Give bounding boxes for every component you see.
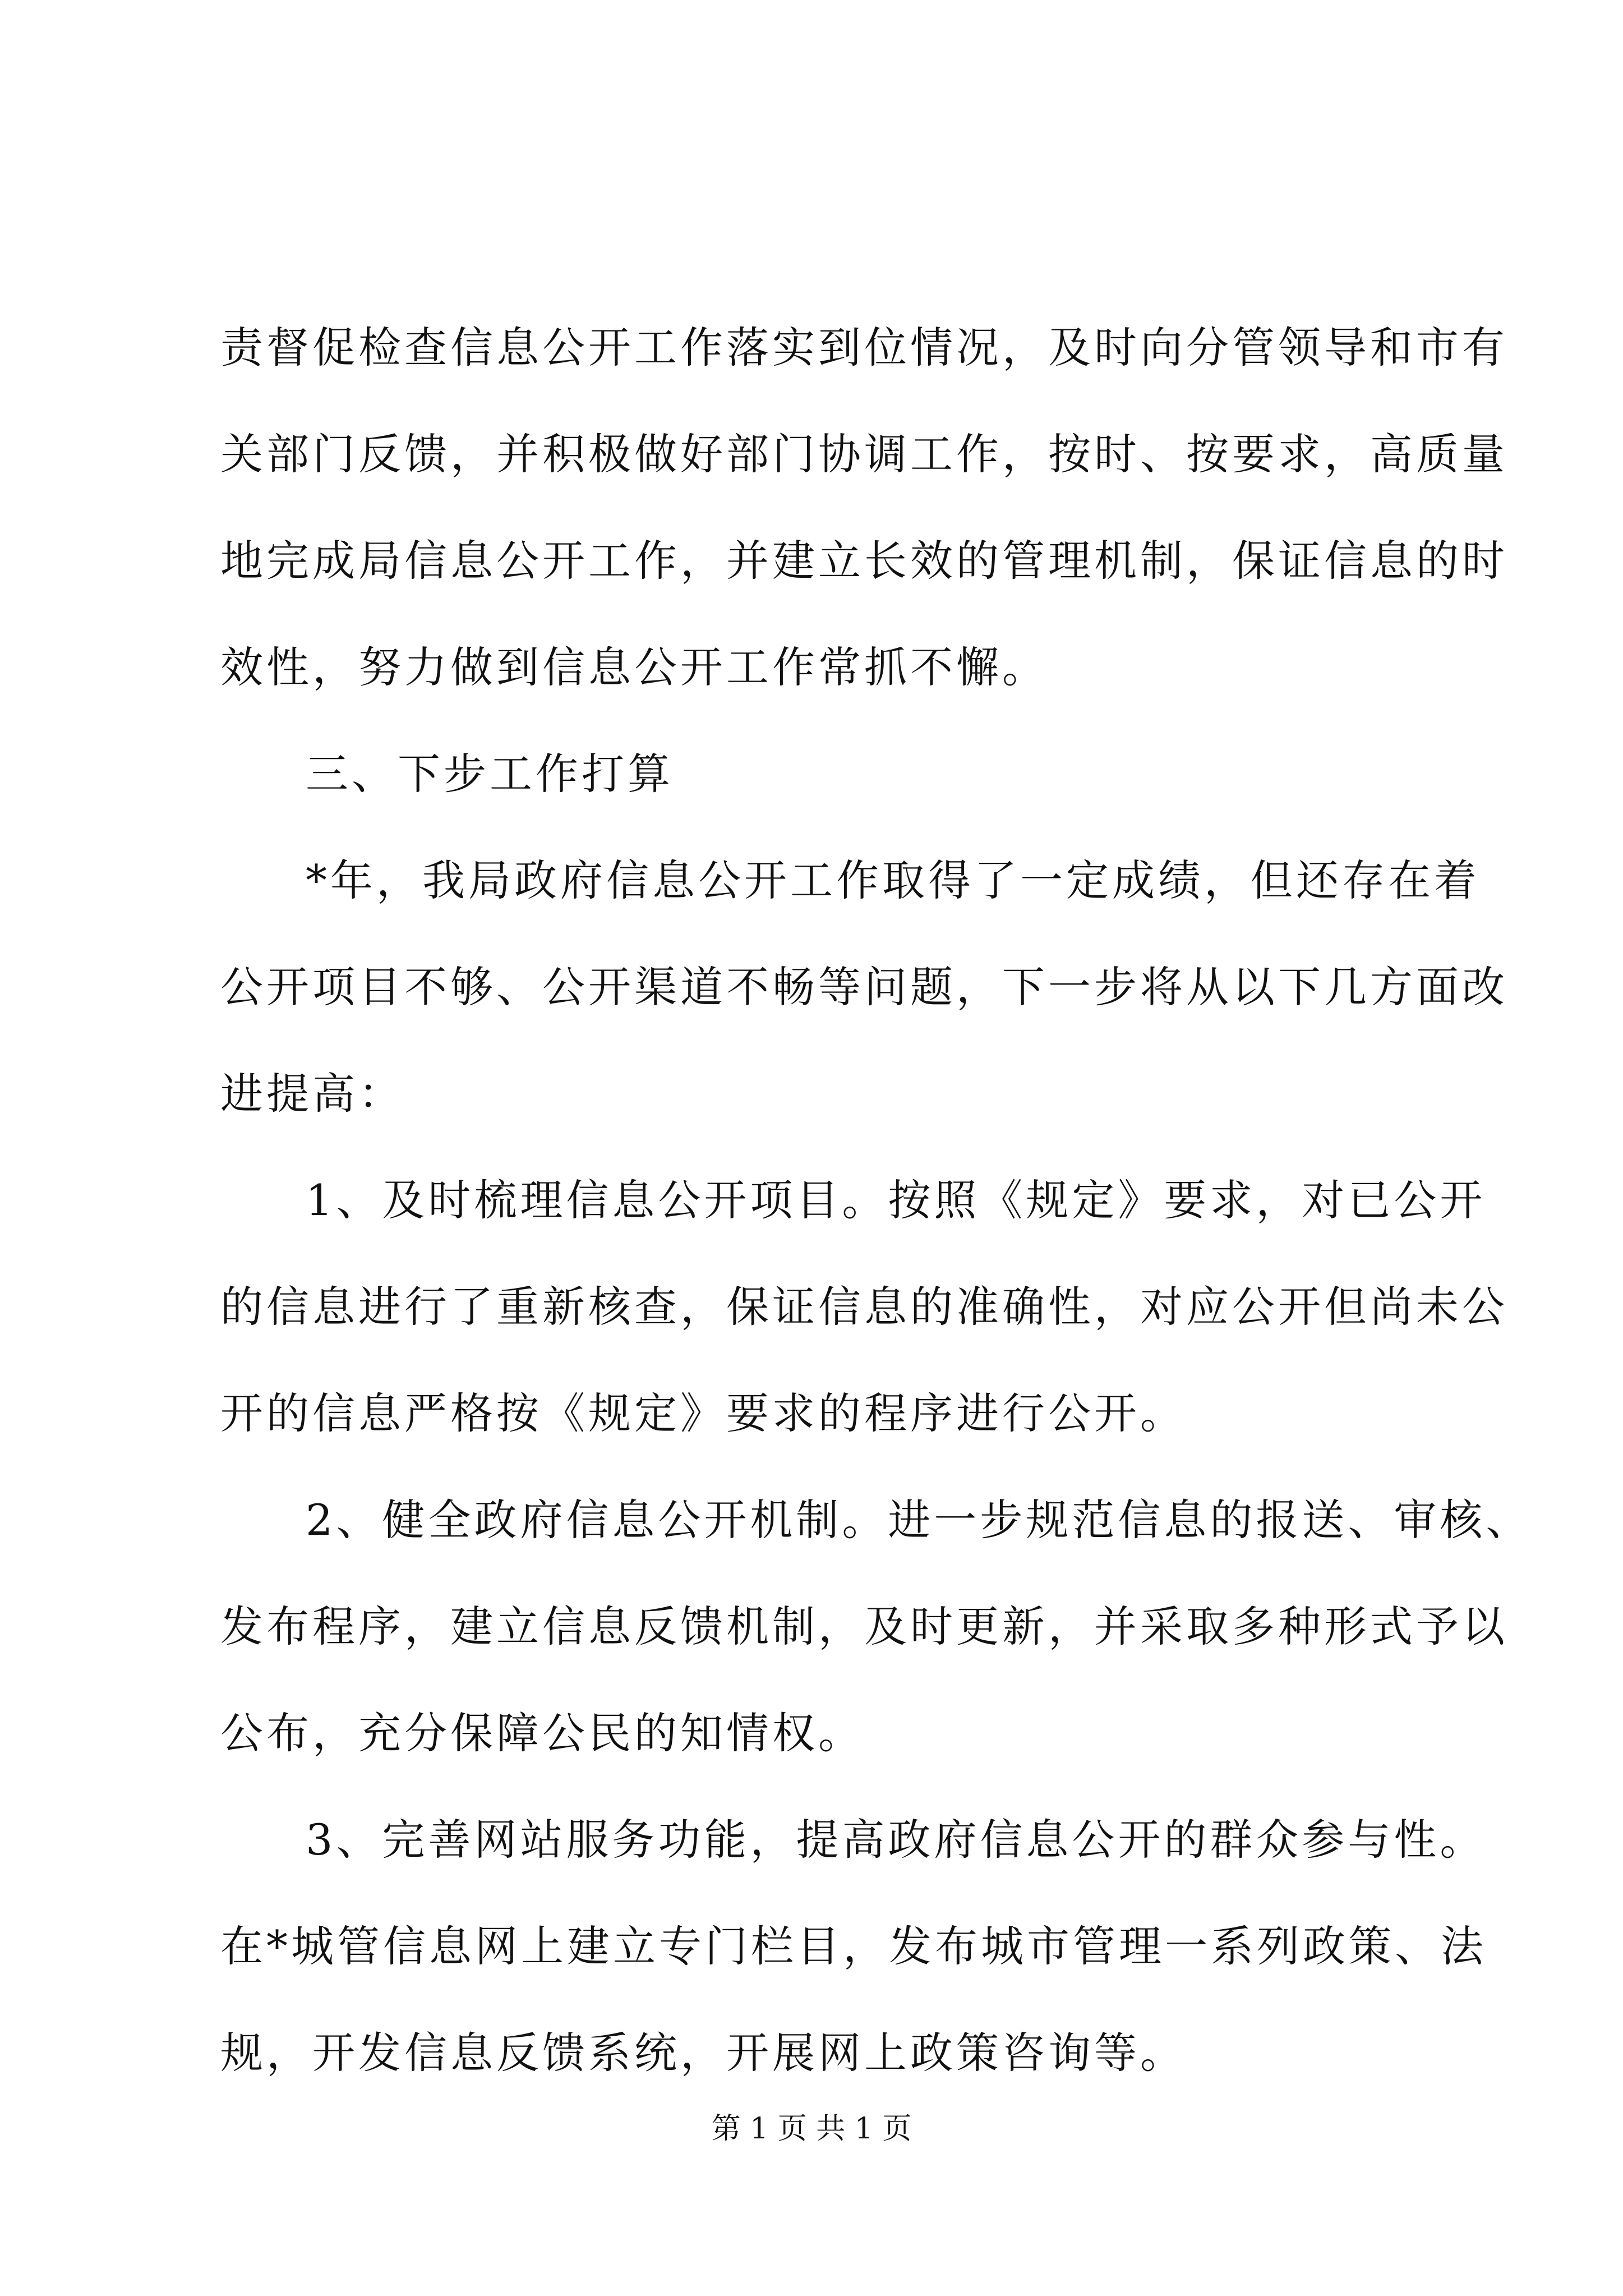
text-line-9: 1、及时梳理信息公开项目。按照《规定》要求，对已公开 xyxy=(306,1175,1486,1225)
text-line-13: 发布程序，建立信息反馈机制，及时更新，并采取多种形式予以 xyxy=(220,1602,1508,1651)
text-line-10: 的信息进行了重新核查，保证信息的准确性，对应公开但尚未公 xyxy=(220,1282,1508,1332)
text-line-11: 开的信息严格按《规定》要求的程序进行公开。 xyxy=(220,1388,1186,1438)
text-line-12: 2、健全政府信息公开机制。进一步规范信息的报送、审核、 xyxy=(306,1495,1532,1545)
text-line-16: 在*城管信息网上建立专门栏目，发布城市管理一系列政策、法 xyxy=(220,1921,1487,1971)
text-line-8: 进提高： xyxy=(220,1069,404,1119)
text-line-2: 关部门反馈，并积极做好部门协调工作，按时、按要求，高质量 xyxy=(220,429,1508,479)
text-line-14: 公布，充分保障公民的知情权。 xyxy=(220,1708,864,1758)
text-line-7: 公开项目不够、公开渠道不畅等问题，下一步将从以下几方面改 xyxy=(220,962,1508,1012)
text-line-3: 地完成局信息公开工作，并建立长效的管理机制，保证信息的时 xyxy=(220,536,1508,586)
text-line-1: 责督促检查信息公开工作落实到位情况，及时向分管领导和市有 xyxy=(220,323,1508,372)
page-number-label: 第 1 页 共 1 页 xyxy=(711,2112,912,2146)
document-body xyxy=(220,295,1532,2106)
page-footer xyxy=(0,2106,1623,2151)
text-line-6: *年，我局政府信息公开工作取得了一定成绩，但还存在着 xyxy=(306,855,1480,905)
text-line-4: 效性，努力做到信息公开工作常抓不懈。 xyxy=(220,642,1048,692)
section-heading: 三、下步工作打算 xyxy=(306,749,674,799)
text-line-17: 规，开发信息反馈系统，开展网上政策咨询等。 xyxy=(220,2028,1186,2078)
text-line-15: 3、完善网站服务功能，提高政府信息公开的群众参与性。 xyxy=(306,1815,1486,1865)
